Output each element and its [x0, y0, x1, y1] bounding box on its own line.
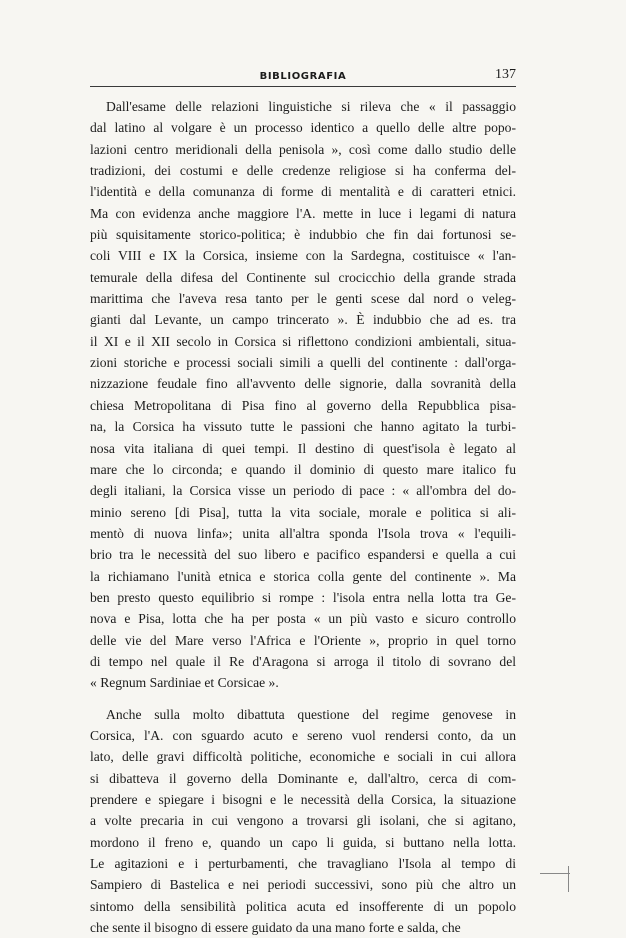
body-text — [90, 96, 516, 938]
paragraph-gap — [90, 694, 516, 704]
text-line: mare che lo circonda; e quando il dominio di questo mare italico fu — [90, 461, 516, 477]
text-line: delle vie del Mare verso l'Africa e l'Oriente », proprio in quel torno — [90, 632, 516, 648]
text-line: di tempo nel quale il Re d'Aragona si arroga il titolo di sovrano del — [90, 653, 516, 669]
text-line: marittima che l'aveva resa tanto per le genti scese dal nord o veleg- — [90, 291, 516, 307]
text-line: zioni storiche e processi sociali simili a quelli del continente : dall'orga- — [90, 355, 516, 371]
text-line: dal latino al volgare è un processo identico a quello delle altre popo- — [90, 120, 516, 136]
paragraph — [90, 96, 516, 694]
text-line: a volte precaria in cui vengono a trovarsi gli isolani, che si agitano, — [90, 813, 516, 829]
margin-scan-mark — [568, 866, 569, 892]
text-line: Anche sulla molto dibattuta questione del regime genovese in — [106, 706, 516, 722]
text-line: nizzazione feudale fino all'avvento delle signorie, dalla sovranità della — [90, 376, 516, 392]
text-line: Corsica, l'A. con sguardo acuto e sereno vuol rendersi conto, da un — [90, 727, 516, 743]
text-line: che sente il bisogno di essere guidato da una mano forte e salda, che — [90, 920, 461, 936]
text-line: Dall'esame delle relazioni linguistiche si rileva che « il passaggio — [106, 99, 516, 114]
text-line: mentò di nuova linfa»; unita all'altra sponda l'Isola trova « l'equili- — [90, 525, 516, 541]
page-header — [90, 66, 516, 86]
text-line: si dibatteva il governo della Dominante e, dall'altro, cerca di com- — [90, 770, 516, 786]
text-line: Ma con evidenza anche maggiore l'A. mette in luce i legami di natura — [90, 205, 516, 221]
header-rule — [90, 86, 516, 87]
running-title: BIBLIOGRAFIA — [259, 71, 347, 82]
text-line: « Regnum Sardiniae et Corsicae ». — [90, 675, 279, 691]
text-line: sintomo della sensibilità politica acuta ed insofferente di un popolo — [90, 898, 516, 914]
text-line: brio tra le necessità del suo libero e pacifico espandersi e quella a cui — [90, 547, 516, 563]
text-line: il XI e il XII secolo in Corsica si riflettono condizioni ambientali, situa- — [90, 333, 516, 349]
text-line: degli italiani, la Corsica visse un periodo di pace : « all'ombra del do- — [90, 483, 516, 499]
text-line: più squisitamente storico-politica; è indubbio che fin dai fortunosi se- — [90, 227, 516, 243]
text-line: minio sereno [di Pisa], tutta la vita sociale, morale e politica si ali- — [90, 504, 516, 520]
text-line: Sampiero di Bastelica e nei periodi successivi, sono più che altro un — [90, 877, 516, 893]
text-line: na, la Corsica ha vissuto tutte le passioni che hanno agitato la turbi- — [90, 419, 516, 435]
text-line: prendere e spiegare i bisogni e le necessità della Corsica, la situazione — [90, 792, 516, 807]
text-line: lato, delle gravi difficoltà politiche, economiche e sociali in cui allora — [90, 749, 516, 765]
text-line: coli VIII e IX la Corsica, insieme con la Sardegna, costituisce « l'an- — [90, 248, 516, 264]
margin-scan-mark — [540, 873, 570, 874]
page-number: 137 — [495, 67, 516, 82]
paragraph — [90, 704, 516, 938]
text-line: nova e Pisa, lotta che ha per posta « un più vasto e sicuro controllo — [90, 611, 516, 627]
text-line: tradizioni, dei costumi e delle credenze religiose si ha conferma del- — [90, 163, 516, 179]
text-line: chiesa Metropolitana di Pisa fino al governo della Repubblica pisa- — [90, 397, 516, 413]
text-line: mordono il freno e, quando un capo li guida, si buttano nella lotta. — [90, 834, 516, 850]
text-line: Le agitazioni e i perturbamenti, che travagliano l'Isola al tempo di — [90, 856, 516, 872]
text-line: gianti dal Levante, un campo trincerato ». È indubbio che ad es. tra — [90, 312, 516, 328]
text-line: l'identità e della comunanza di forme di mentalità e di caratteri etnici. — [90, 184, 516, 200]
text-line: ben presto questo equilibrio si rompe : l'isola entra nella lotta tra Ge- — [90, 589, 516, 605]
text-line: temurale della difesa del Continente sul crocicchio della grande strada — [90, 269, 516, 285]
text-line: la richiamano l'unità etnica e storica colla gente del continente ». Ma — [90, 568, 516, 584]
text-line: nosa vita italiana di quei tempi. Il destino di quest'isola è legato al — [90, 440, 516, 456]
text-line: lazioni centro meridionali della penisola », così come dallo studio delle — [90, 141, 516, 157]
